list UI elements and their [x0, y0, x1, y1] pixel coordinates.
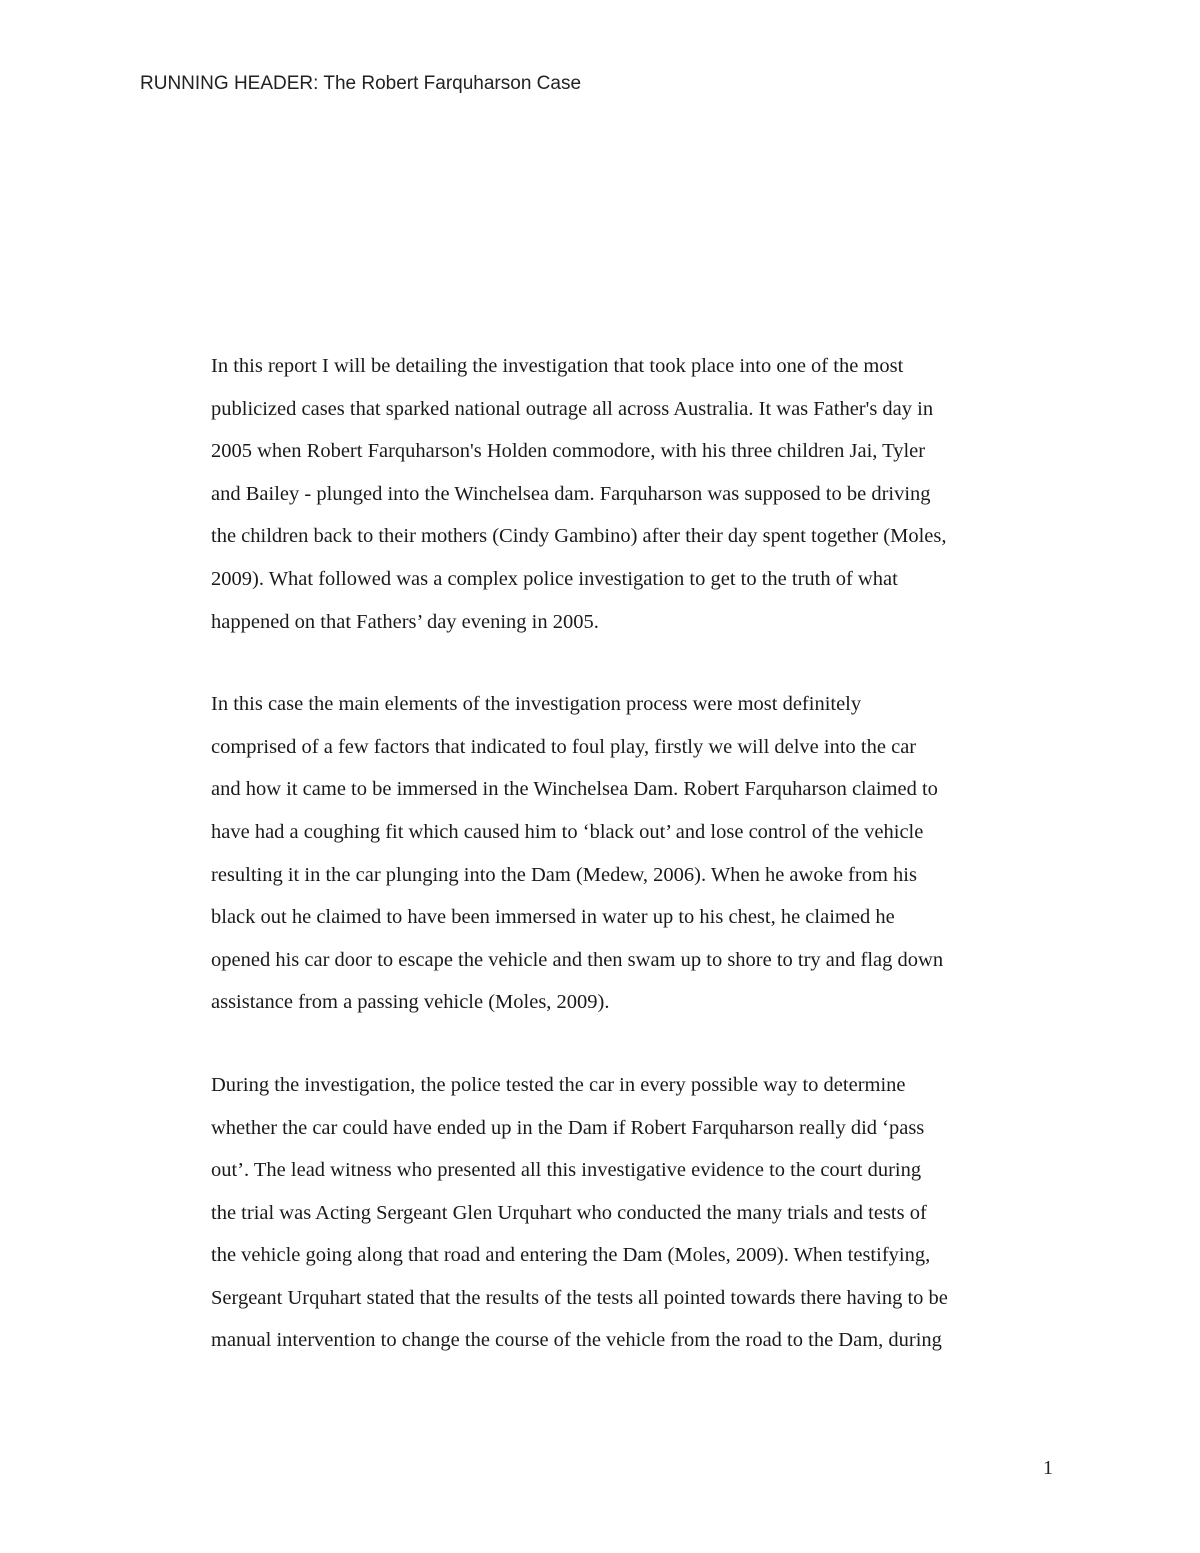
paragraph-3	[211, 1069, 1071, 1367]
text-line: 2005 when Robert Farquharson's Holden commodore, with his three children Jai, Tyler	[211, 440, 926, 463]
text-line: manual intervention to change the course of the vehicle from the road to the Dam, during	[211, 1329, 942, 1352]
text-line: In this case the main elements of the investigation process were most definitely	[211, 693, 862, 716]
text-line: opened his car door to escape the vehicle and then swam up to shore to try and flag down	[211, 948, 944, 971]
page-number: 1	[1043, 1457, 1053, 1479]
text-line: have had a coughing fit which caused him to ‘black out’ and lose control of the vehicle	[211, 820, 924, 843]
text-line: Sergeant Urquhart stated that the results of the tests all pointed towards there having to be	[211, 1286, 948, 1309]
paragraph-1	[211, 350, 1071, 648]
text-line: assistance from a passing vehicle (Moles, 2009).	[211, 991, 610, 1014]
text-line: comprised of a few factors that indicated to foul play, firstly we will delve into the car	[211, 735, 917, 758]
text-line: In this report I will be detailing the investigation that took place into one of the most	[211, 355, 904, 377]
text-line: the trial was Acting Sergeant Glen Urquhart who conducted the many trials and tests of	[211, 1201, 927, 1224]
paragraph-2	[211, 688, 1071, 1029]
text-line: black out he claimed to have been immersed in water up to his chest, he claimed he	[211, 906, 895, 929]
text-line: out’. The lead witness who presented all this investigative evidence to the court during	[211, 1159, 922, 1182]
text-line: and how it came to be immersed in the Winchelsea Dam. Robert Farquharson claimed to	[211, 778, 938, 801]
text-line: 2009). What followed was a complex police investigation to get to the truth of what	[211, 567, 898, 590]
text-line: whether the car could have ended up in the Dam if Robert Farquharson really did ‘pass	[211, 1116, 925, 1139]
text-line: happened on that Fathers’ day evening in 2005.	[211, 610, 599, 633]
running-header: RUNNING HEADER: The Robert Farquharson Case	[140, 73, 582, 94]
body-text	[211, 350, 1071, 1407]
text-line: During the investigation, the police tested the car in every possible way to determine	[211, 1073, 906, 1096]
text-line: and Bailey - plunged into the Winchelsea dam. Farquharson was supposed to be driving	[211, 482, 931, 505]
text-line: the vehicle going along that road and entering the Dam (Moles, 2009). When testifying,	[211, 1244, 931, 1267]
text-line: publicized cases that sparked national outrage all across Australia. It was Father's day in	[211, 397, 934, 420]
text-line: resulting it in the car plunging into the Dam (Medew, 2006). When he awoke from his	[211, 863, 917, 886]
text-line: the children back to their mothers (Cindy Gambino) after their day spent together (Moles,	[211, 525, 947, 548]
